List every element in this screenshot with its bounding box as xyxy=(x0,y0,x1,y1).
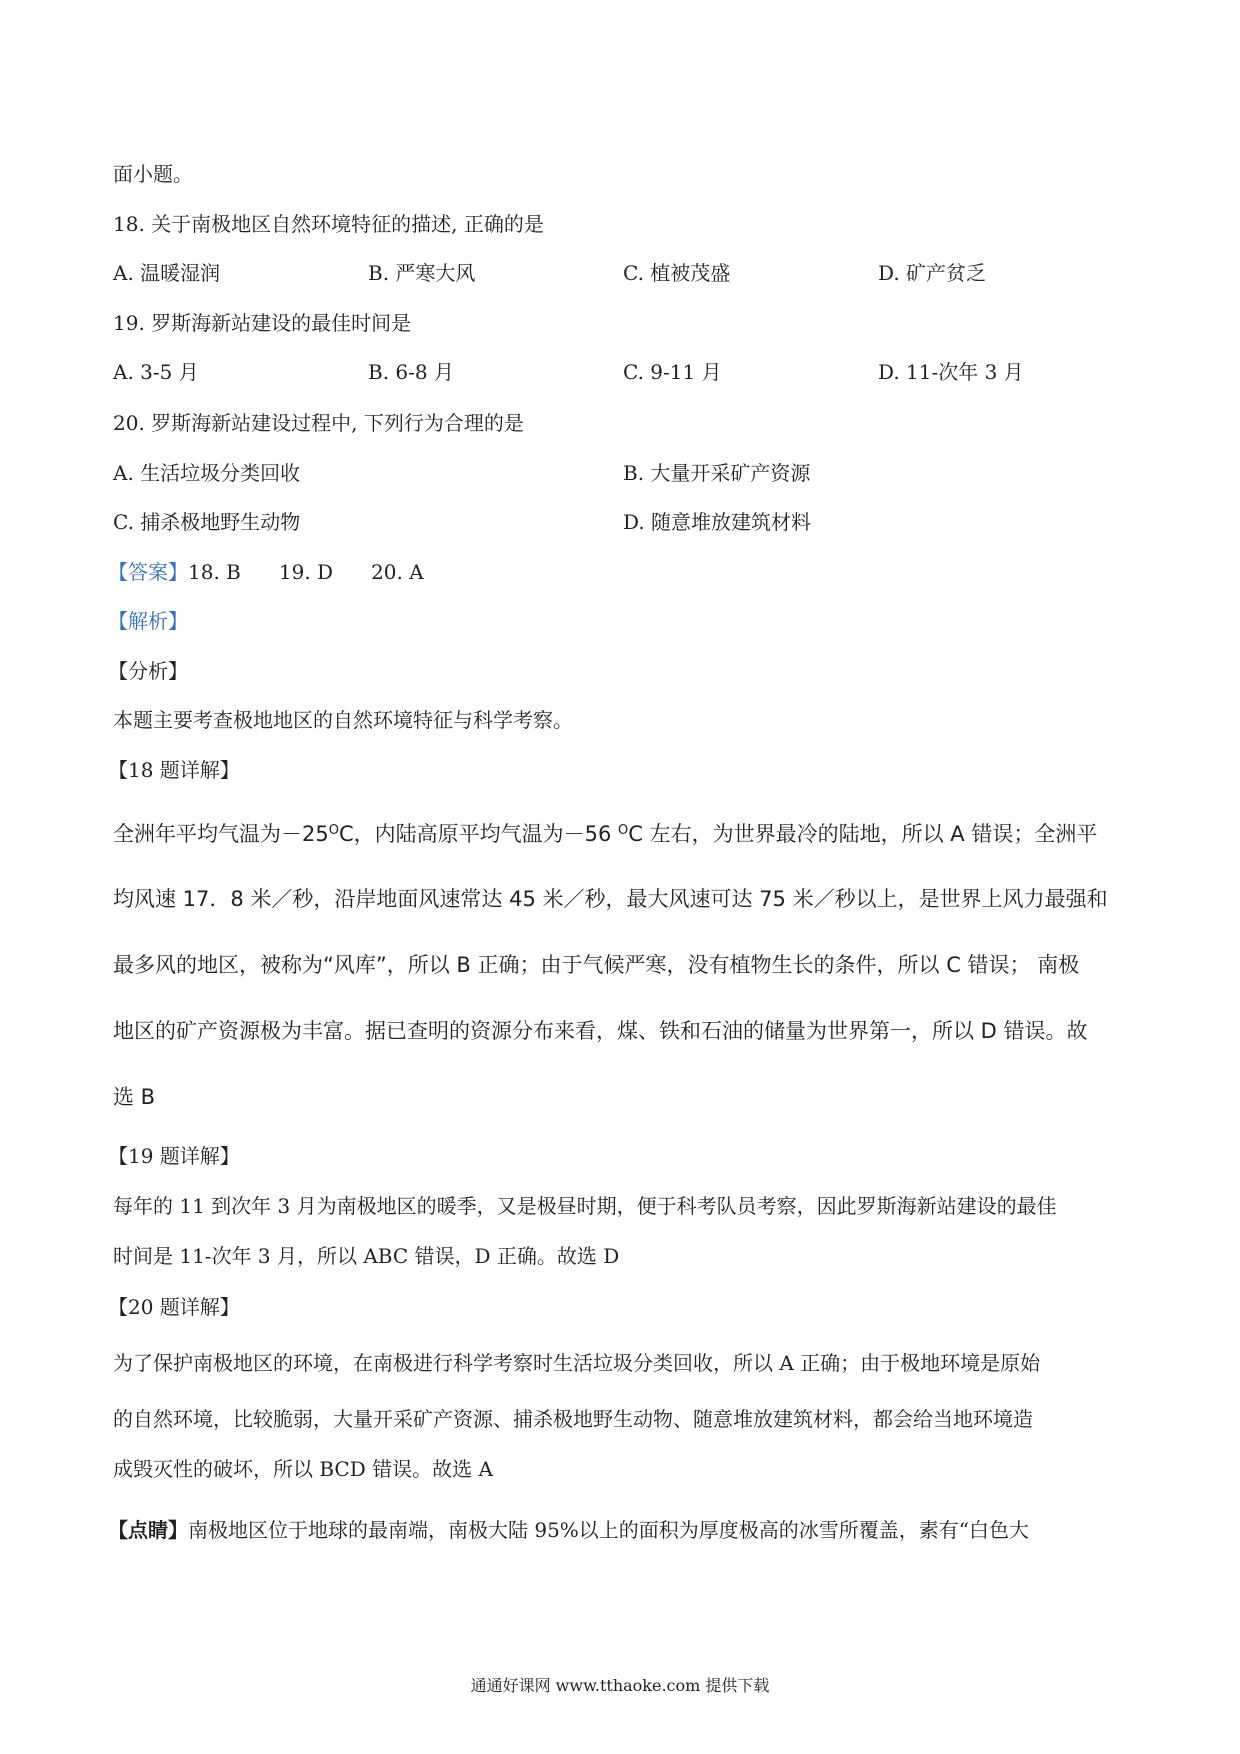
question-19-stem: 19. 罗斯海新站建设的最佳时间是 xyxy=(113,311,412,335)
q20-line-2: 的自然环境，比较脆弱，大量开采矿产资源、捕杀极地野生动物、随意堆放建筑材料，都会给当地环境造 xyxy=(113,1407,1033,1431)
dianjing-line xyxy=(108,1516,1029,1544)
analysis-label: 【解析】 xyxy=(108,609,188,633)
q19-line-2: 时间是 11-次年 3 月，所以 ABC 错误，D 正确。故选 D xyxy=(113,1244,620,1268)
q20-line-3: 成毁灭性的破坏，所以 BCD 错误。故选 A xyxy=(113,1457,493,1481)
q18-line-3: 最多风的地区，被称为“风库”，所以 B 正确；由于气候严寒，没有植物生长的条件，所以 C 错误； 南极 xyxy=(113,953,1080,977)
dianjing-label: 【点睛】 xyxy=(108,1518,188,1542)
question-20-option-b: B. 大量开采矿产资源 xyxy=(623,461,811,485)
question-19-option-d: D. 11-次年 3 月 xyxy=(878,360,1024,384)
question-18-option-d: D. 矿产贫乏 xyxy=(878,261,987,285)
q18-line-2: 均风速 17．8 米／秒，沿岸地面风速常达 45 米／秒，最大风速可达 75 米／秒以上，是世界上风力最强和 xyxy=(113,887,1108,911)
q20-label: 【20 题详解】 xyxy=(108,1295,240,1319)
answer-label: 【答案】 xyxy=(108,560,188,584)
intro-tail: 面小题。 xyxy=(113,162,193,186)
answer-line xyxy=(108,558,462,586)
q18-line-1-c: C 左右，为世界最冷的陆地，所以 A 错误；全洲平 xyxy=(628,822,1098,846)
q18-label: 【18 题详解】 xyxy=(108,758,240,782)
fenxi-text: 本题主要考查极地地区的自然环境特征与科学考察。 xyxy=(113,708,573,732)
q18-line-5: 选 B xyxy=(113,1085,156,1109)
degree-mark: O xyxy=(618,823,629,838)
question-19-option-a: A. 3-5 月 xyxy=(113,360,199,384)
degree-mark: O xyxy=(328,823,339,838)
q20-line-1: 为了保护南极地区的环境，在南极进行科学考察时生活垃圾分类回收，所以 A 正确；由于极地环境是原始 xyxy=(113,1351,1041,1375)
q19-label: 【19 题详解】 xyxy=(108,1144,240,1168)
question-18-option-a: A. 温暖湿润 xyxy=(113,261,221,285)
fenxi-label: 【分析】 xyxy=(108,659,188,683)
question-19-option-b: B. 6-8 月 xyxy=(368,360,454,384)
q18-line-1 xyxy=(113,817,1097,848)
question-20-option-c: C. 捕杀极地野生动物 xyxy=(113,510,301,534)
question-18-option-c: C. 植被茂盛 xyxy=(623,261,731,285)
question-18-option-b: B. 严寒大风 xyxy=(368,261,476,285)
answer-19: 19. D xyxy=(278,560,334,584)
dianjing-text: 南极地区位于地球的最南端，南极大陆 95%以上的面积为厚度极高的冰雪所覆盖，素有“白色大 xyxy=(188,1518,1030,1542)
question-20-option-a: A. 生活垃圾分类回收 xyxy=(113,461,301,485)
q18-line-1-a: 全洲年平均气温为－25 xyxy=(113,822,329,846)
q18-line-4: 地区的矿产资源极为丰富。据已查明的资源分布来看，煤、铁和石油的储量为世界第一，所以 D 错误。故 xyxy=(113,1019,1088,1043)
question-20-option-d: D. 随意堆放建筑材料 xyxy=(623,510,812,534)
q19-line-1: 每年的 11 到次年 3 月为南极地区的暖季，又是极昼时期，便于科考队员考察，因此罗斯海新站建设的最佳 xyxy=(113,1194,1057,1218)
question-18-stem: 18. 关于南极地区自然环境特征的描述, 正确的是 xyxy=(113,212,544,236)
page-footer: 通通好课网 www.tthaoke.com 提供下载 xyxy=(470,1676,770,1695)
question-20-stem: 20. 罗斯海新站建设过程中, 下列行为合理的是 xyxy=(113,411,524,435)
answer-20: 20. A xyxy=(371,560,424,584)
q18-line-1-b: C，内陆高原平均气温为－56 xyxy=(338,822,619,846)
question-19-option-c: C. 9-11 月 xyxy=(623,360,722,384)
answer-18: 18. B xyxy=(188,560,241,584)
